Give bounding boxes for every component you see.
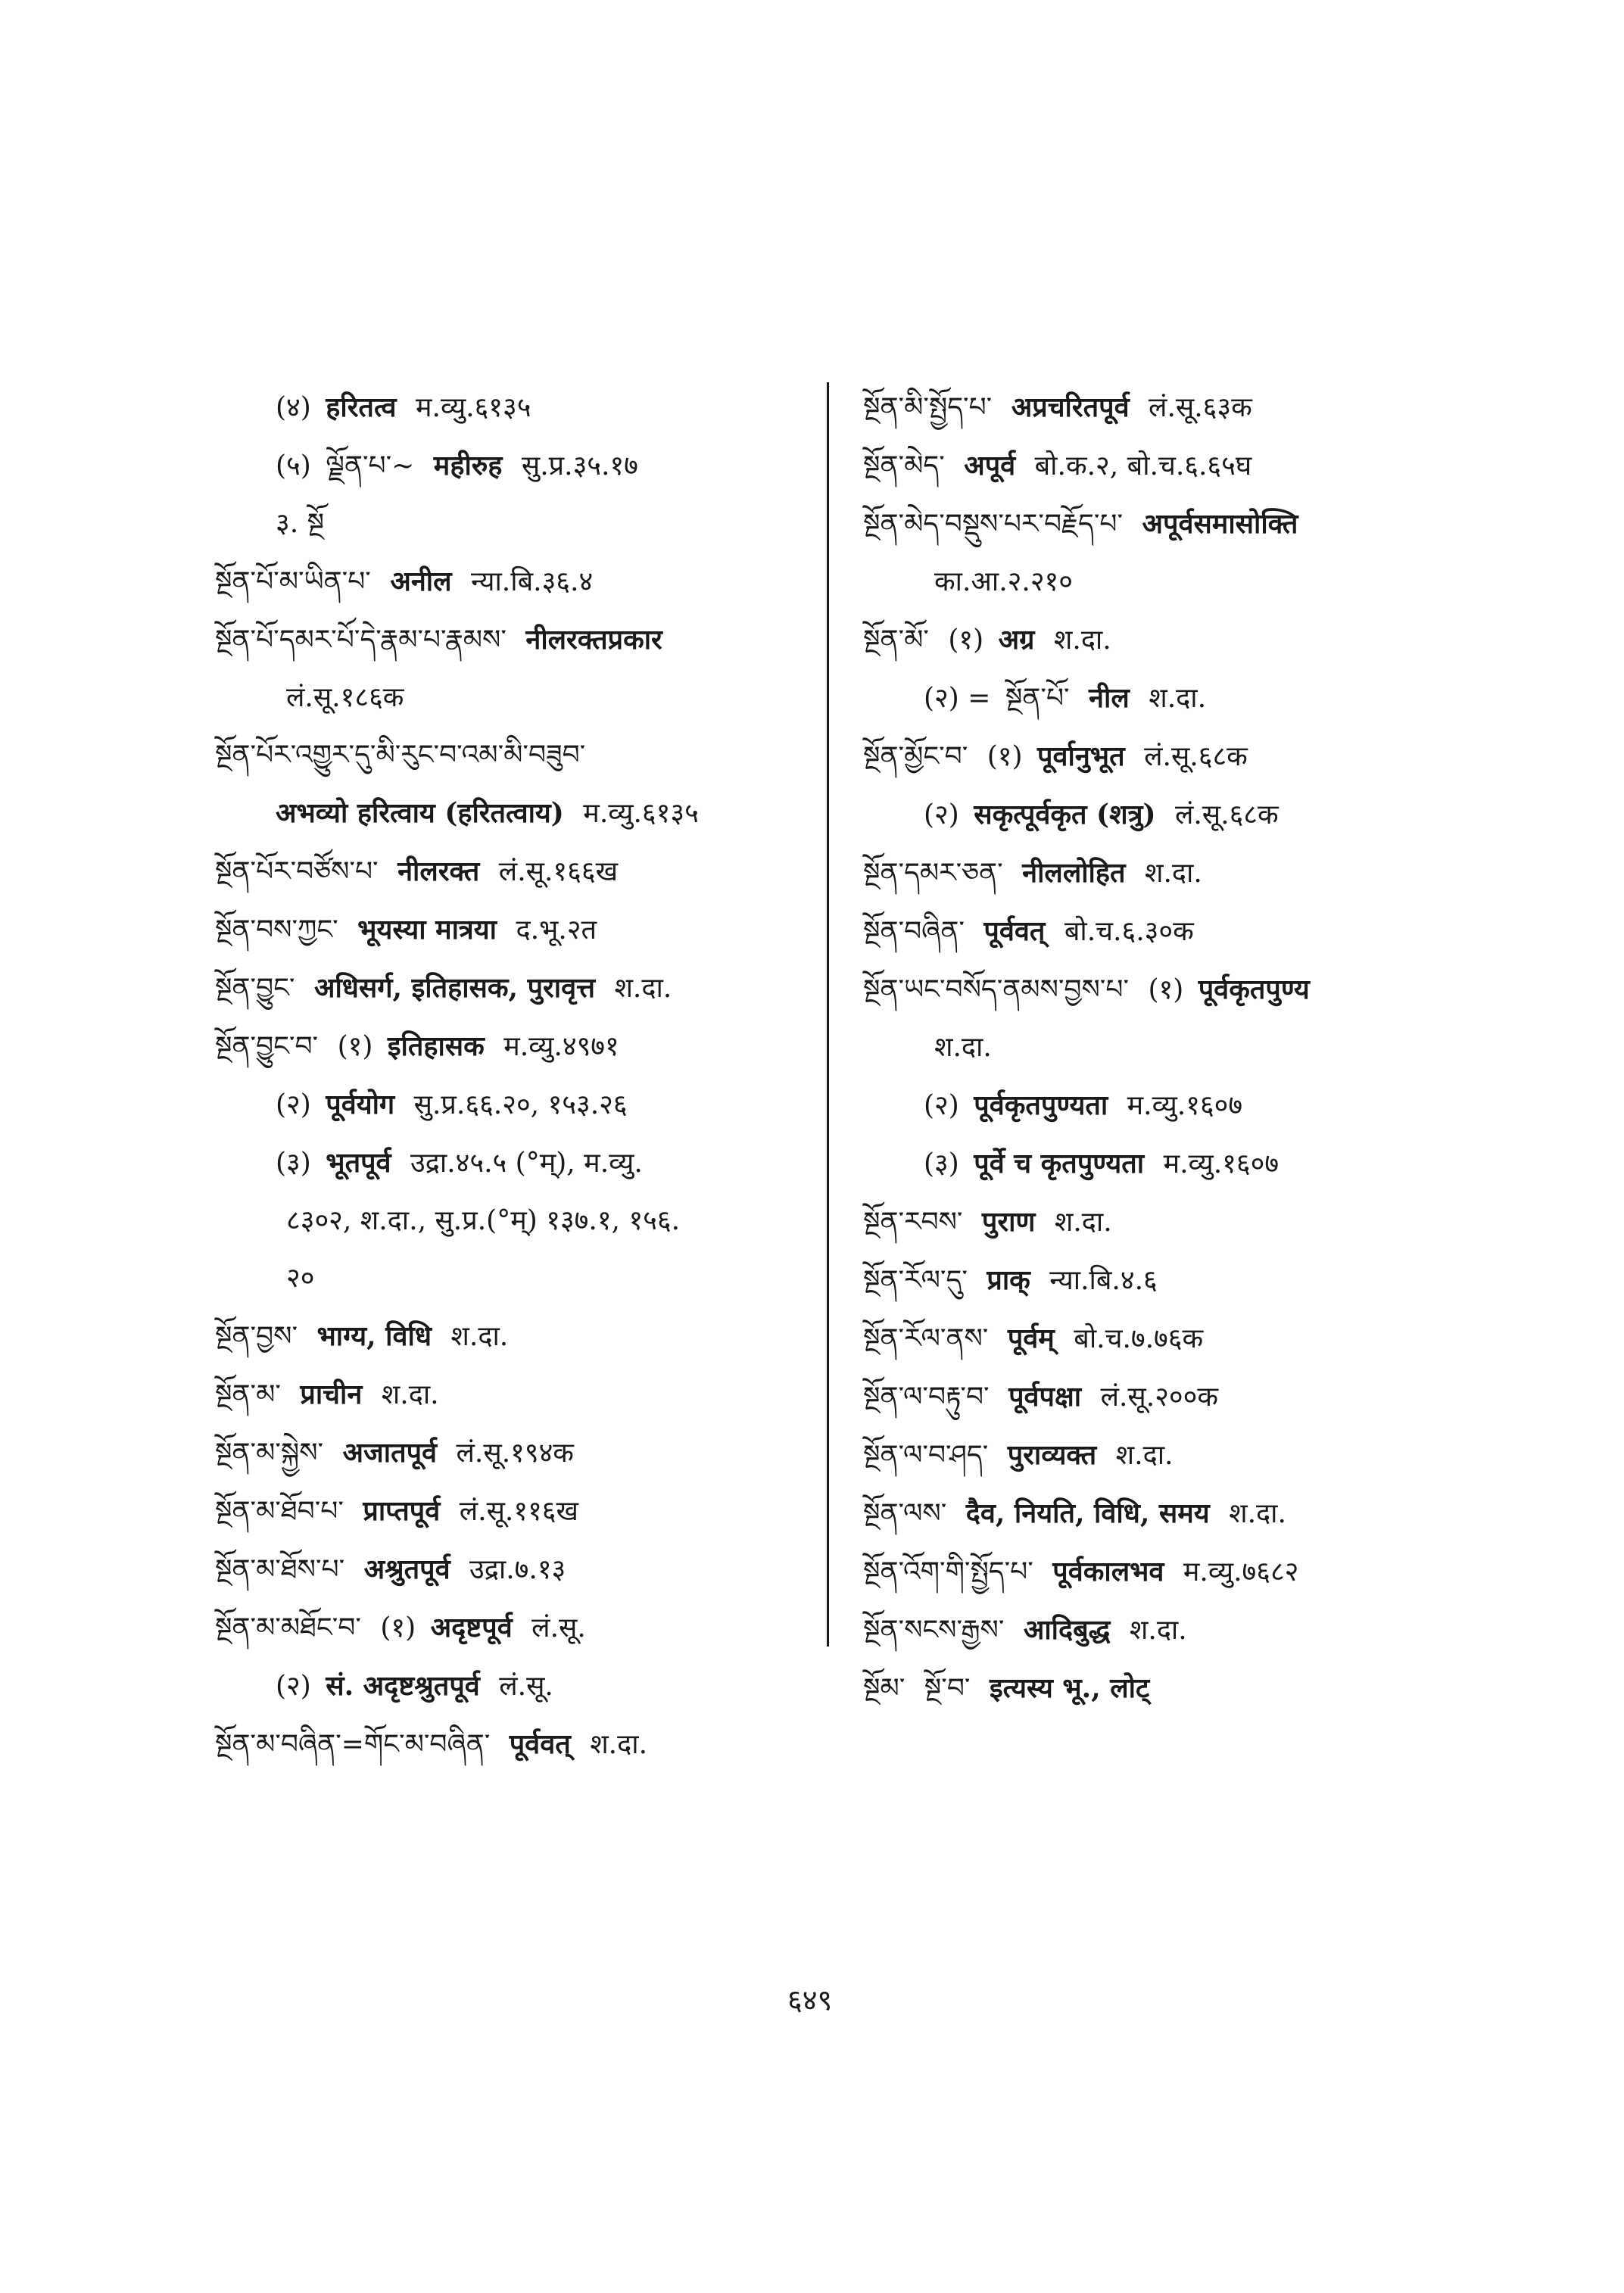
tibetan-headword: སྔོན་མེད་ [863, 450, 945, 481]
tibetan-headword: སྔོན་བས་ཀྱང་ [215, 914, 338, 946]
tibetan-headword: སྔོན་མོ་ [863, 625, 929, 656]
source-reference: लं.सू.१९४क [456, 1438, 574, 1469]
tibetan-headword: སྔོན་རོལ་དུ་ [863, 1265, 968, 1296]
source-reference: लं.सू.२००क [1100, 1382, 1219, 1413]
source-reference: बो.च.७.७६क [1074, 1323, 1204, 1354]
source-reference: श.दा. [450, 1321, 509, 1352]
source-reference: बो.क.२, बो.च.६.६५घ [1034, 450, 1252, 481]
page-number: ६४९ [787, 1983, 833, 2017]
dictionary-entry [215, 1657, 821, 1715]
tibetan-headword: སྔོན་མྱོང་བ་ [863, 741, 968, 772]
source-reference: लं.सू. [499, 1671, 553, 1702]
tibetan-headword: སྔོན་མ་བཞིན་=གོང་མ་བཞིན་ [215, 1729, 491, 1760]
tibetan-headword: སྔོན་བྱུང་ [215, 973, 295, 1004]
sense-number: (१) [987, 741, 1023, 772]
dictionary-entry [215, 1307, 821, 1366]
dictionary-entry [863, 1193, 1469, 1251]
right-column [863, 379, 1469, 1718]
dictionary-entry [215, 1017, 821, 1076]
sense-number: (१) [948, 625, 984, 656]
tibetan-headword: སྔོན་མི་སྤྱོད་པ་ [863, 392, 993, 423]
sanskrit-equivalent: अश्रुतपूर्व [363, 1553, 450, 1585]
sanskrit-equivalent: पूर्वपक्षा [1008, 1381, 1082, 1413]
dictionary-entry [863, 1543, 1469, 1601]
tibetan-headword: སྔོན་པོ་ [1005, 683, 1070, 714]
sense-number: (४) [276, 392, 311, 423]
dictionary-entry [215, 1134, 821, 1192]
tibetan-headword: སྔོན་ལ་བ་ཤད་ [863, 1440, 989, 1471]
sanskrit-equivalent: नील [1089, 682, 1130, 714]
tibetan-headword: སྔོན་བྱུང་བ་ [215, 1031, 319, 1062]
sense-number: (२) [276, 1671, 311, 1702]
dictionary-entry [863, 1251, 1469, 1310]
tibetan-headword: སྔོན་སངས་རྒྱས་ [863, 1615, 1005, 1646]
dictionary-entry [863, 1485, 1469, 1543]
tibetan-headword: སྔོན་མ་ཐོས་པ་ [215, 1554, 345, 1585]
source-reference: सु.प्र.३५.१७ [521, 450, 638, 481]
sanskrit-equivalent: पूर्वकालभव [1052, 1556, 1164, 1587]
sanskrit-equivalent: प्राप्तपूर्व [363, 1495, 441, 1527]
dictionary-entry [215, 437, 821, 495]
source-reference: श.दा. [381, 1379, 439, 1410]
source-reference: लं.सू. [531, 1612, 586, 1643]
source-reference: म.व्यु.४९७१ [503, 1031, 619, 1062]
dictionary-entry [863, 844, 1469, 902]
dictionary-entry [215, 379, 821, 437]
tibetan-headword: སྔོན་མ་ཐོབ་པ་ [215, 1496, 344, 1527]
sense-number: (२) [924, 799, 959, 830]
tibetan-headword: སྔོན་ལ་བརྟུ་བ་ [863, 1382, 990, 1413]
dictionary-entry [215, 727, 821, 784]
sanskrit-equivalent: नीलरक्तप्रकार [525, 624, 662, 656]
source-reference: लं.सू.६८क [1174, 799, 1279, 830]
tibetan-headword: སྔོན་མེད་བསྡུས་པར་བརྗོད་པ་ [863, 509, 1124, 540]
dictionary-entry [863, 379, 1469, 437]
source-reference: द.भू.२त [516, 914, 597, 946]
tibetan-headword: སྔོན་མ་སྐྱེས་ [215, 1438, 324, 1469]
dictionary-entry [863, 495, 1469, 553]
column-divider [827, 382, 829, 1647]
dictionary-entry [863, 1135, 1469, 1193]
dictionary-entry [863, 786, 1469, 844]
source-reference: श.दा. [1054, 1207, 1112, 1238]
tibetan-headword: སྔོན་མ་ [215, 1379, 281, 1410]
source-reference: श.दा. [1149, 683, 1207, 714]
source-reference: म.व्यु.६१३५ [583, 798, 699, 829]
sanskrit-equivalent: दैव, नियति, विधि, समय [965, 1497, 1210, 1529]
sanskrit-equivalent: अधिसर्ग, इतिहासक, पुरावृत्त [313, 972, 595, 1004]
source-reference: म.व्यु.१६०७ [1127, 1090, 1243, 1121]
source-reference: म.व्यु.१६०७ [1163, 1148, 1280, 1179]
dictionary-entry [215, 1250, 821, 1307]
dictionary-entry [215, 1599, 821, 1657]
dictionary-entry [215, 1366, 821, 1424]
sanskrit-equivalent: अजातपूर्व [342, 1437, 438, 1469]
sanskrit-equivalent: पुराव्यक्त [1007, 1439, 1097, 1471]
source-reference: श.दा. [590, 1729, 648, 1760]
sense-number: (२) [276, 1089, 311, 1120]
tibetan-headword: ལྗོན་པ་~ [326, 450, 415, 481]
tibetan-headword: སྔོམ་ [863, 1673, 906, 1704]
dictionary-entry [215, 611, 821, 669]
dictionary-entry [863, 553, 1469, 611]
dictionary-entry [215, 843, 821, 901]
sanskrit-equivalent: इतिहासक [387, 1030, 485, 1062]
tibetan-headword: སྔོན་རབས་ [863, 1207, 963, 1238]
source-reference: उद्रा.४५.५ (°म्), म.व्यु. [410, 1148, 643, 1179]
sanskrit-equivalent: भूतपूर्व [326, 1147, 391, 1179]
sanskrit-equivalent: पूर्ववत् [509, 1728, 571, 1760]
tibetan-headword: སྔོན་པོར་བཙོས་པ་ [215, 856, 379, 887]
dictionary-entry [215, 1076, 821, 1134]
source-reference: ८३०२, श.दा., सु.प्र.(°म्) १३७.१, १५६. [286, 1205, 681, 1236]
source-reference: श.दा. [1229, 1498, 1286, 1529]
dictionary-entry [215, 495, 821, 553]
tibetan-headword: སྔོན་པོར་འགྱུར་དུ་མི་རུང་བ་འམ་མི་བཟུབ་ [215, 740, 586, 771]
source-reference: का.आ.२.२१० [934, 566, 1073, 597]
dictionary-entry [863, 902, 1469, 961]
dictionary-entry [863, 611, 1469, 669]
sanskrit-equivalent: अपूर्वसमासोक्ति [1142, 508, 1298, 540]
dictionary-entry [863, 1019, 1469, 1076]
tibetan-headword: སྔོན་པོ་མ་ཡིན་པ་ [215, 566, 371, 597]
sanskrit-equivalent: भाग्य, विधि [316, 1320, 432, 1352]
sanskrit-equivalent: अदृष्टपूर्व [430, 1612, 513, 1643]
sanskrit-equivalent: नीललोहित [1022, 857, 1126, 889]
source-reference: लं.सू.१८६क [286, 682, 404, 713]
sanskrit-equivalent: पुराण [981, 1206, 1036, 1238]
tibetan-headword: སྔོན་འོག་གི་སྤྱོད་པ་ [863, 1556, 1033, 1587]
sanskrit-equivalent: अग्र [998, 624, 1035, 656]
sanskrit-equivalent: पूर्वे च कृतपुण्यता [974, 1148, 1145, 1179]
sanskrit-equivalent: पूर्ववत् [983, 915, 1046, 947]
sense-number: (१) [1148, 974, 1184, 1005]
sanskrit-equivalent: प्राक् [987, 1264, 1030, 1296]
source-reference: श.दा. [934, 1032, 992, 1063]
tibetan-headword: ३. སྔོ [276, 508, 325, 539]
dictionary-entry [863, 961, 1469, 1019]
sanskrit-equivalent: आदिबुद्ध [1023, 1614, 1111, 1646]
source-reference: श.दा. [614, 973, 672, 1004]
dictionary-entry [215, 901, 821, 959]
dictionary-entry [863, 1310, 1469, 1368]
sanskrit-equivalent: पूर्वयोग [326, 1089, 395, 1120]
source-reference: न्या.बि.४.६ [1049, 1265, 1158, 1296]
source-reference: बो.च.६.३०क [1064, 916, 1194, 947]
tibetan-headword: སྔོན་རོལ་ནས་ [863, 1323, 989, 1354]
source-reference: श.दा. [1115, 1440, 1174, 1471]
tibetan-headword: སྔོན་བྱས་ [215, 1321, 298, 1352]
tibetan-headword: སྔོན་པོ་དམར་པོ་དེ་རྣམ་པ་རྣམས་ [215, 625, 507, 656]
source-reference: २० [286, 1263, 315, 1294]
sanskrit-equivalent: प्राचीन [300, 1379, 363, 1410]
dictionary-entry [863, 669, 1469, 727]
dictionary-entry [863, 1426, 1469, 1485]
sanskrit-equivalent: इत्यस्य भू., लोट् [989, 1672, 1150, 1704]
source-reference: श.दा. [1129, 1615, 1187, 1646]
sanskrit-equivalent: नीलरक्त [397, 855, 480, 887]
tibetan-headword: སྔོ་བ་ [924, 1673, 971, 1704]
source-reference: म.व्यु.६१३५ [415, 392, 531, 423]
sanskrit-equivalent: अभव्यो हरित्वाय (हरितत्वाय) [276, 797, 564, 829]
sanskrit-equivalent: भूयस्या मात्रया [357, 914, 497, 946]
sanskrit-equivalent: हरितत्व [326, 391, 397, 423]
sense-number: (१) [380, 1612, 416, 1643]
left-column [215, 379, 821, 1774]
sanskrit-equivalent: अपूर्व [964, 450, 1016, 481]
dictionary-entry [215, 1192, 821, 1250]
tibetan-headword: སྔོན་དམར་ཅན་ [863, 858, 1003, 889]
source-reference: लं.सू.१६६ख [498, 856, 619, 887]
sense-number: (५) [276, 450, 311, 481]
source-reference: लं.सू.६३क [1149, 392, 1252, 423]
sense-number: (१) [337, 1031, 373, 1062]
sense-number: (२) = [924, 683, 991, 714]
source-reference: न्या.बि.३६.४ [470, 566, 594, 597]
source-reference: म.व्यु.७६८२ [1183, 1556, 1299, 1587]
dictionary-entry [215, 1482, 821, 1541]
sense-number: (३) [924, 1148, 959, 1179]
dictionary-entry [863, 727, 1469, 786]
dictionary-entry [863, 1659, 1469, 1718]
source-reference: श.दा. [1144, 858, 1202, 889]
dictionary-entry [215, 553, 821, 611]
tibetan-headword: སྔོན་ཡང་བསོད་ནམས་བྱས་པ་ [863, 974, 1130, 1005]
sanskrit-equivalent: सकृत्पूर्वकृत (शत्रु) [974, 799, 1156, 830]
tibetan-headword: སྔོན་མ་མཐོང་བ་ [215, 1612, 361, 1643]
dictionary-entry [215, 1424, 821, 1482]
source-reference: लं.सू.११६ख [459, 1496, 578, 1527]
dictionary-entry [863, 437, 1469, 495]
source-reference: लं.सू.६८क [1144, 741, 1248, 772]
dictionary-entry [863, 1601, 1469, 1659]
sanskrit-equivalent: अनील [390, 565, 452, 597]
sanskrit-equivalent: अप्रचरितपूर्व [1011, 391, 1130, 423]
sanskrit-equivalent: महीरुह [433, 450, 503, 481]
dictionary-entry [863, 1368, 1469, 1426]
dictionary-entry [215, 959, 821, 1017]
sense-number: (२) [924, 1090, 959, 1121]
sanskrit-equivalent: सं. अदृष्टश्रुतपूर्व [326, 1670, 480, 1702]
sanskrit-equivalent: पूर्वकृतपुण्य [1198, 974, 1310, 1005]
sanskrit-equivalent: पूर्वम् [1007, 1323, 1055, 1354]
source-reference: उद्रा.७.१३ [469, 1554, 566, 1585]
dictionary-entry [215, 1715, 821, 1774]
sanskrit-equivalent: पूर्वकृतपुण्यता [974, 1089, 1108, 1121]
source-reference: सु.प्र.६६.२०, १५३.२६ [413, 1089, 628, 1120]
dictionary-entry [215, 669, 821, 727]
source-reference: श.दा. [1053, 625, 1111, 656]
dictionary-entry [215, 784, 821, 843]
dictionary-entry [863, 1076, 1469, 1135]
tibetan-headword: སྔོན་བཞིན་ [863, 916, 965, 947]
dictionary-entry [215, 1541, 821, 1599]
sanskrit-equivalent: पूर्वानुभूत [1037, 740, 1125, 772]
sense-number: (३) [276, 1148, 311, 1179]
tibetan-headword: སྔོན་ལས་ [863, 1498, 947, 1529]
